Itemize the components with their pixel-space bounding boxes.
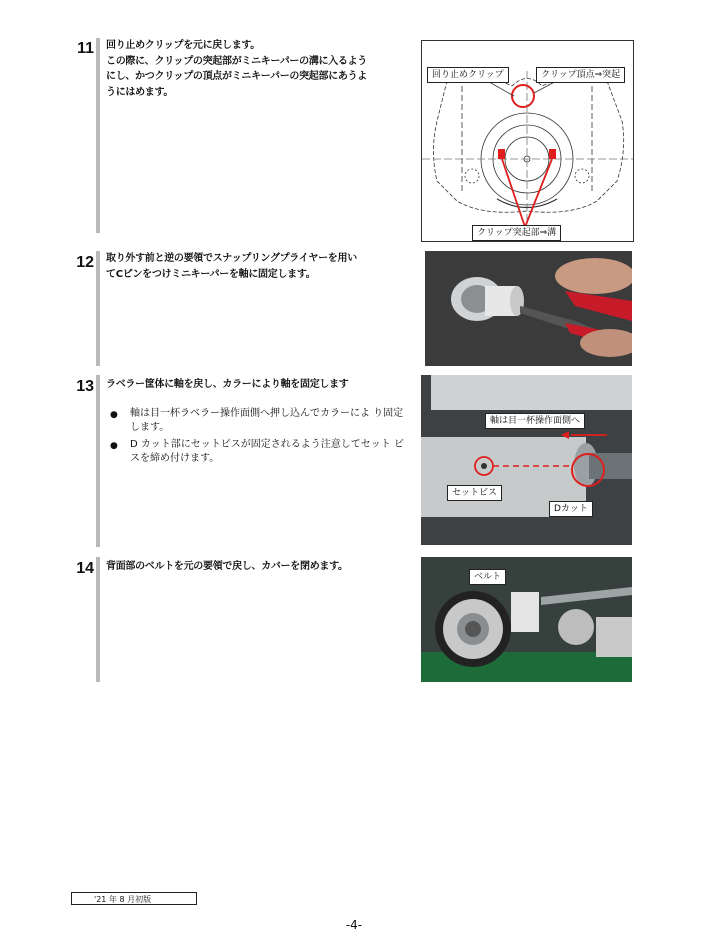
belt-photo-art: [421, 557, 632, 682]
pliers-photo-art: [425, 251, 632, 366]
step-heading: ラベラー筐体に軸を戻し、カラーにより軸を固定します: [106, 379, 349, 390]
label-belt: ベルト: [469, 569, 506, 585]
bullet-dot-icon: ●: [110, 410, 118, 420]
label-clip: 回り止めクリップ: [427, 67, 509, 83]
bullet-item: [108, 407, 408, 435]
shaft-collar-photo: [421, 375, 632, 545]
step-number: 13: [76, 378, 94, 395]
label-clip-groove: クリップ突起部⇒溝: [472, 225, 561, 241]
text-line: てCピンをつけミニキーパーを軸に固定します。: [106, 268, 316, 280]
text-line: 取り外す前と逆の要領でスナップリングプライヤーを用い: [106, 253, 357, 264]
label-clip-apex: クリップ頂点⇒突起: [536, 67, 625, 83]
step-number: 12: [76, 254, 94, 271]
step-text: [106, 38, 408, 100]
text-line: うにはめます。: [106, 86, 174, 98]
text-line: 背面部のベルトを元の要領で戻し、カバーを閉めます。: [106, 561, 348, 572]
step-number: 14: [76, 560, 94, 577]
step-number: 11: [77, 40, 94, 57]
label-push-shaft: 軸は目一杯操作面側へ: [485, 413, 585, 429]
step-text: [106, 559, 416, 575]
page-number: -4-: [345, 918, 363, 932]
label-setscrew: セットビス: [447, 485, 502, 501]
shaft-photo-art: [421, 375, 632, 545]
text-line: 回り止めクリップを元に戻します。: [106, 40, 260, 51]
text-line: にし、かつクリップの頂点がミニキーパーの突起部にあうよ: [106, 71, 367, 82]
bullet-list: [108, 407, 408, 469]
text-line: この際に、クリップの突起部がミニキーパーの溝に入るよう: [106, 55, 367, 67]
step-bar: [96, 375, 100, 547]
bullet-text: 軸は目一杯ラベラー操作面側へ押し込んでカラーによ り固定します。: [130, 408, 404, 433]
label-dcut: Dカット: [549, 501, 593, 517]
clip-diagram: [421, 40, 634, 242]
step-bar: [96, 251, 100, 366]
step-bar: [96, 38, 100, 233]
bullet-dot-icon: ●: [110, 441, 118, 451]
snap-ring-photo: [425, 251, 632, 366]
step-text: [106, 251, 408, 282]
step-bar: [96, 557, 100, 682]
edition-box: '21 年 8 月初版: [71, 892, 197, 905]
belt-photo: [421, 557, 632, 682]
bullet-text: D カット部にセットビスが固定されるよう注意してセット ビスを締め付けます。: [130, 439, 404, 464]
bullet-item: [108, 438, 408, 466]
